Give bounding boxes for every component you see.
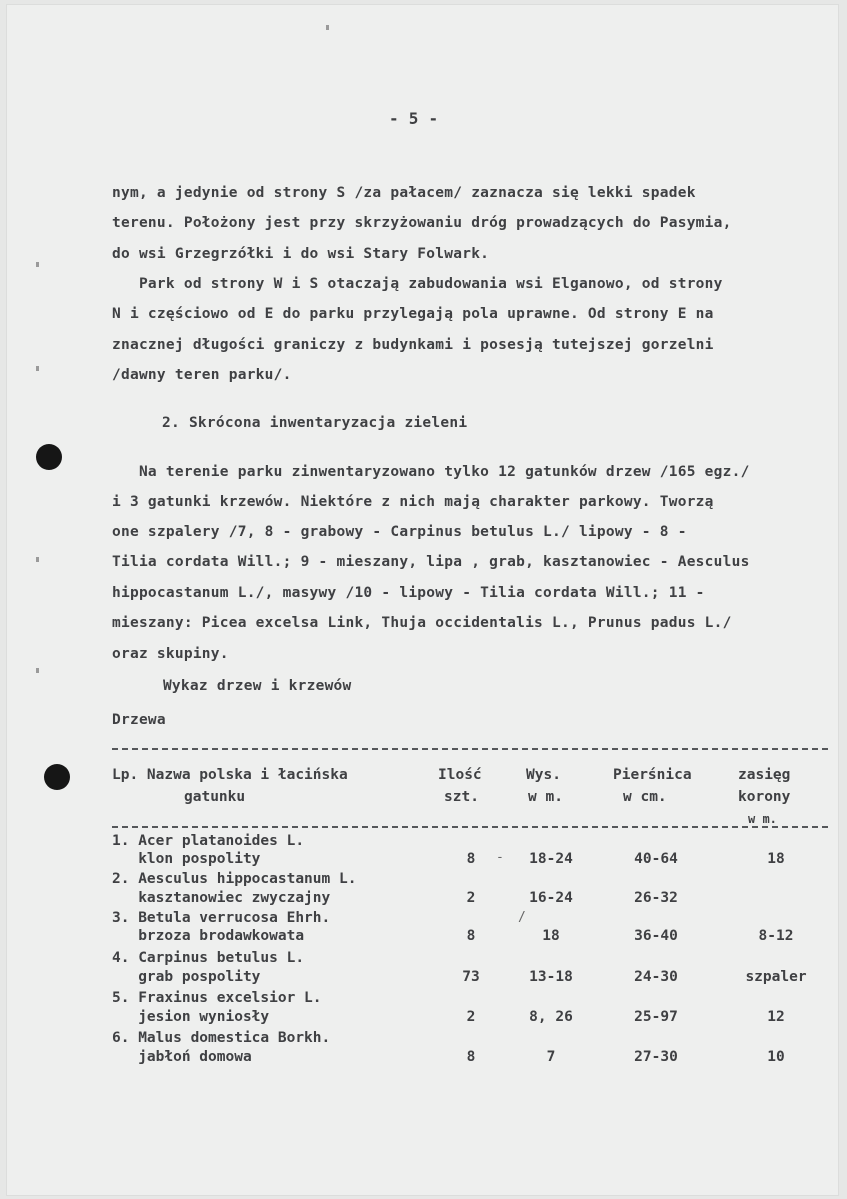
row-polish-name: brzoza brodawkowata — [112, 928, 305, 944]
row-height: 7 — [546, 1049, 556, 1065]
paragraph-line: Na terenie parku zinwentaryzowano tylko 12 gatunków drzew /165 egz./ — [112, 464, 750, 480]
punch-hole-top — [36, 444, 62, 470]
paragraph-line: /dawny teren parku/. — [112, 367, 292, 383]
paragraph-line: hippocastanum L./, masywy /10 - lipowy - Tilia cordata Will.; 11 - — [112, 585, 705, 601]
row-crown: szpaler — [745, 969, 807, 985]
margin-tick — [36, 557, 39, 562]
row-height: 13-18 — [529, 969, 573, 985]
header-count: Ilość — [438, 767, 482, 783]
margin-tick — [36, 668, 39, 673]
row-latin-name: 5. Fraxinus excelsior L. — [112, 990, 322, 1006]
margin-tick — [36, 262, 39, 267]
row-height: 18 — [542, 928, 560, 944]
paragraph-line: N i częściowo od E do parku przylegają pola uprawne. Od strony E na — [112, 306, 714, 322]
paragraph-line: i 3 gatunki krzewów. Niektóre z nich mają charakter parkowy. Tworzą — [112, 494, 714, 510]
paragraph-line: nym, a jedynie od strony S /za pałacem/ zaznacza się lekki spadek — [112, 185, 696, 201]
subheading-trees: Drzewa — [112, 712, 166, 728]
stray-mark: - — [496, 850, 504, 865]
row-latin-name: 2. Aesculus hippocastanum L. — [112, 871, 357, 887]
row-polish-name: jesion wyniosły — [112, 1009, 270, 1025]
header-lp-name-2: gatunku — [184, 789, 246, 805]
paragraph-line: Park od strony W i S otaczają zabudowania wsi Elganowo, od strony — [112, 276, 723, 292]
row-count: 2 — [466, 890, 476, 906]
header-girth: Pierśnica — [613, 767, 692, 783]
row-girth: 25-97 — [634, 1009, 678, 1025]
row-girth: 26-32 — [634, 890, 678, 906]
paragraph-line: mieszany: Picea excelsa Link, Thuja occidentalis L., Prunus padus L./ — [112, 615, 732, 631]
header-crown: zasięg — [738, 767, 791, 783]
header-lp-name: Lp. Nazwa polska i łacińska — [112, 767, 348, 783]
row-count: 8 — [466, 851, 476, 867]
paragraph-line: oraz skupiny. — [112, 646, 229, 662]
paragraph-line: do wsi Grzegrzółki i do wsi Stary Folwark. — [112, 246, 490, 262]
row-crown: 10 — [767, 1049, 785, 1065]
row-crown: 18 — [767, 851, 785, 867]
header-height: Wys. — [526, 767, 561, 783]
paragraph-line: znacznej długości graniczy z budynkami i posesją tutejszej gorzelni — [112, 337, 714, 353]
paragraph-line: terenu. Położony jest przy skrzyżowaniu dróg prowadzących do Pasymia, — [112, 215, 732, 231]
row-polish-name: kasztanowiec zwyczajny — [112, 890, 331, 906]
row-girth: 36-40 — [634, 928, 678, 944]
row-count: 73 — [462, 969, 480, 985]
row-latin-name: 4. Carpinus betulus L. — [112, 950, 305, 966]
row-height: 8, 26 — [529, 1009, 573, 1025]
row-height: 16-24 — [529, 890, 573, 906]
row-count: 2 — [466, 1009, 476, 1025]
row-count: 8 — [466, 1049, 476, 1065]
stray-mark: / — [518, 910, 526, 925]
header-girth-2: w cm. — [623, 789, 667, 805]
header-count-2: szt. — [444, 789, 479, 805]
row-height: 18-24 — [529, 851, 573, 867]
document-page — [6, 4, 839, 1196]
paragraph-line: one szpalery /7, 8 - grabowy - Carpinus betulus L./ lipowy - 8 - — [112, 524, 687, 540]
header-crown-2: korony — [738, 789, 791, 805]
row-count: 8 — [466, 928, 476, 944]
punch-hole-bottom — [44, 764, 70, 790]
row-girth: 24-30 — [634, 969, 678, 985]
row-crown: 8-12 — [758, 928, 794, 944]
section-heading: 2. Skrócona inwentaryzacja zieleni — [162, 415, 468, 431]
row-polish-name: jabłoń domowa — [112, 1049, 252, 1065]
row-polish-name: grab pospolity — [112, 969, 261, 985]
row-girth: 40-64 — [634, 851, 678, 867]
row-latin-name: 1. Acer platanoides L. — [112, 833, 305, 849]
table-top-rule — [112, 748, 828, 750]
row-latin-name: 6. Malus domestica Borkh. — [112, 1030, 331, 1046]
table-header-rule — [112, 826, 828, 828]
list-heading: Wykaz drzew i krzewów — [136, 678, 352, 694]
row-latin-name: 3. Betula verrucosa Ehrh. — [112, 910, 331, 926]
row-crown: 12 — [767, 1009, 785, 1025]
header-height-2: w m. — [528, 789, 563, 805]
row-girth: 27-30 — [634, 1049, 678, 1065]
row-polish-name: klon pospolity — [112, 851, 261, 867]
paragraph-line: Tilia cordata Will.; 9 - mieszany, lipa , grab, kasztanowiec - Aesculus — [112, 554, 750, 570]
margin-tick — [326, 25, 329, 30]
margin-tick — [36, 366, 39, 371]
header-crown-3: w m. — [748, 812, 777, 826]
page-number: - 5 - — [389, 109, 439, 128]
